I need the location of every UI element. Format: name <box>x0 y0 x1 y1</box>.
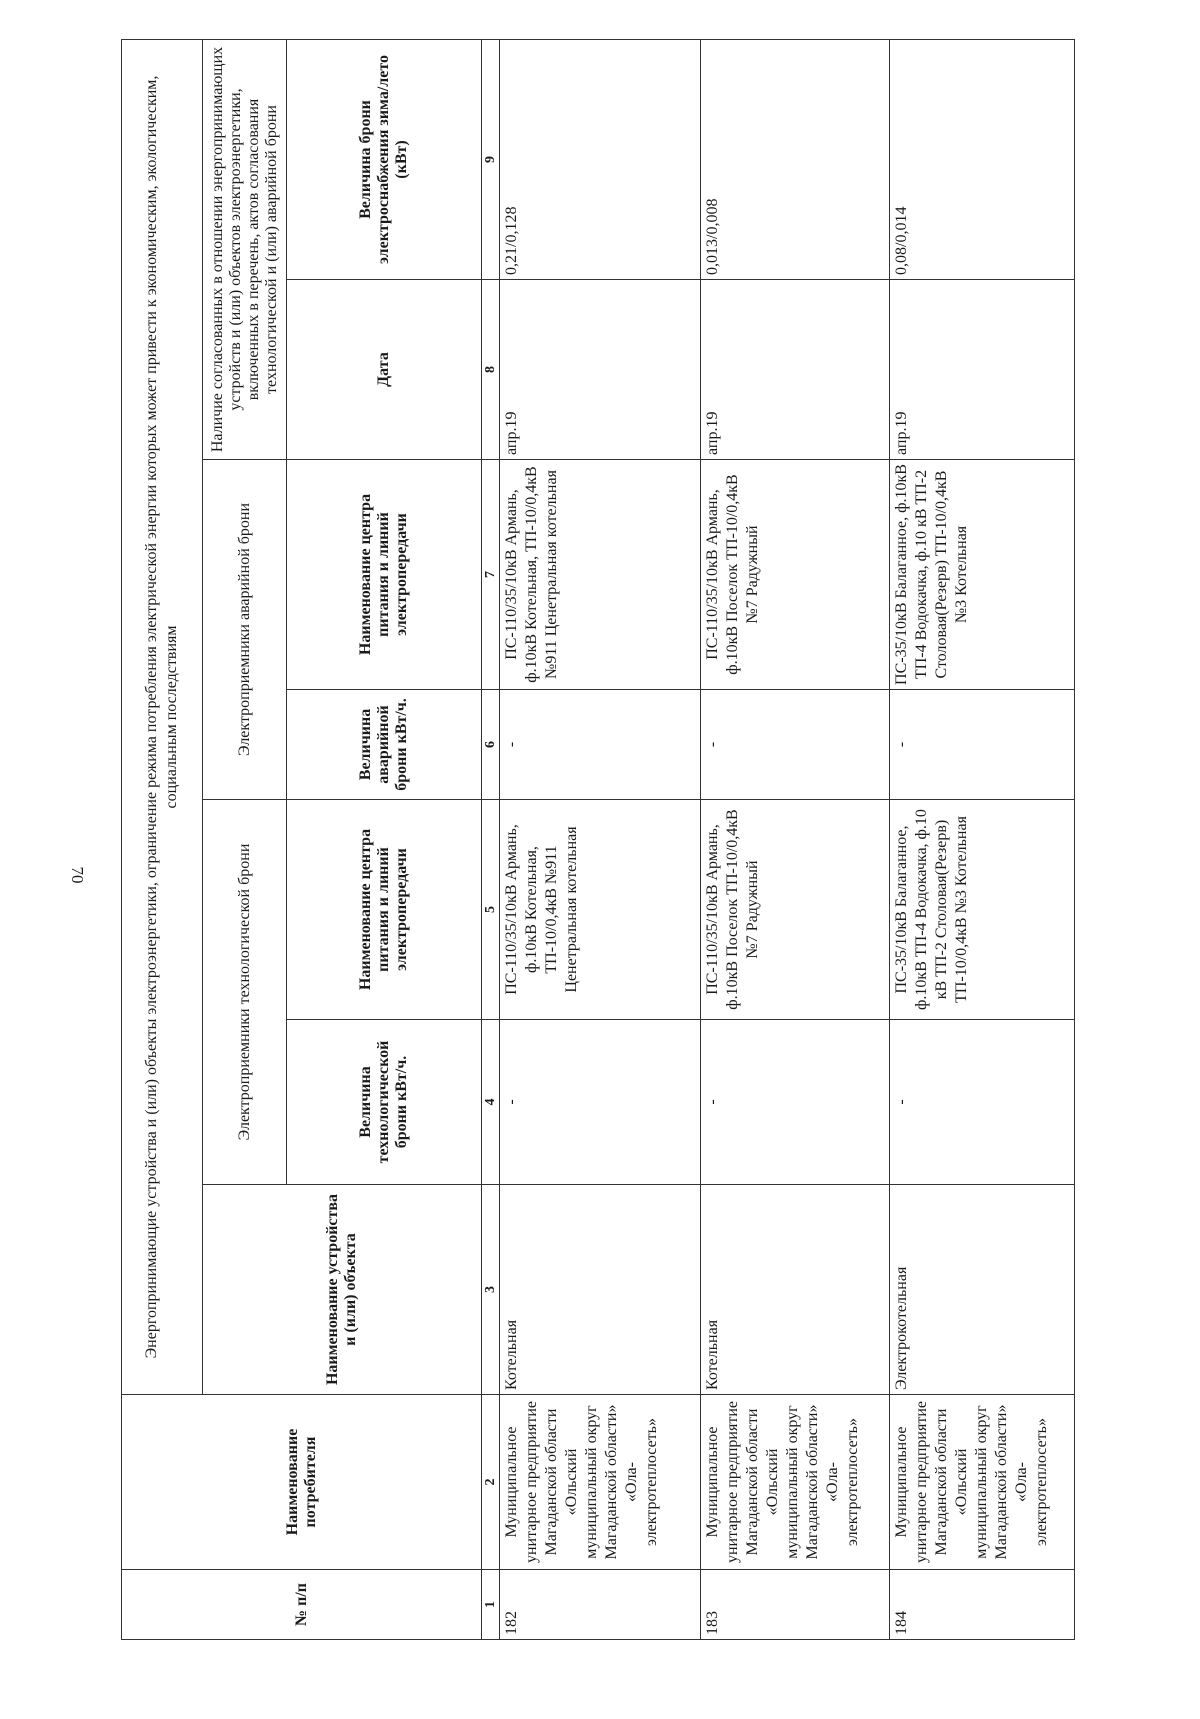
column-number: 6 <box>482 690 499 800</box>
emerg-center: ПС-35/10кВ Балаганное, ф.10кВ ТП-4 Водокачка, ф.10 кВ ТП-2 Столовая(Резерв) ТП-10/0,4кВ №3 Котельная <box>890 460 1075 690</box>
tech-center: ПС-110/35/10кВ Армань, ф.10кВ Котельная, ТП-10/0,4кВ №911 Ценетральная котельная <box>499 800 700 1020</box>
tech-center: ПС-35/10кВ Балаганное, ф.10кВ ТП-4 Водокачка, ф.10 кВ ТП-2 Столовая(Резерв) ТП-10/0,4кВ №3 Котельная <box>890 800 1075 1020</box>
header-col-reserve: Величина брони электроснабжения зима/лето (кВт) <box>286 39 481 279</box>
header-col-tech-value: Величина технологической брони кВт/ч. <box>286 1020 481 1185</box>
column-number: 1 <box>482 1570 499 1640</box>
header-group-main: Энергопринимающие устройства и (или) объекты электроэнергетики, ограничение режима потребления электрической энергии которых может привести к экономическим, экологическим, социальным последствиям <box>122 39 203 1394</box>
table-row <box>890 39 1075 1639</box>
table-row <box>700 39 890 1639</box>
emerg-center: ПС-110/35/10кВ Армань, ф.10кВ Поселок ТП-10/0,4кВ №7 Радужный <box>700 460 890 690</box>
reserve-value: 0,013/0,008 <box>700 39 890 279</box>
column-number: 9 <box>482 39 499 279</box>
header-col-object: Наименование устройства и (или) объекта <box>203 1185 482 1395</box>
emerg-value: - <box>890 690 1075 800</box>
tech-center: ПС-110/35/10кВ Армань, ф.10кВ Поселок ТП-10/0,4кВ №7 Радужный <box>700 800 890 1020</box>
row-number: 183 <box>700 1570 890 1640</box>
header-col-emerg-center: Наименование центра питания и линий электропередачи <box>286 460 481 690</box>
row-number: 184 <box>890 1570 1075 1640</box>
act-date: апр.19 <box>499 280 700 460</box>
header-col-date: Дата <box>286 280 481 460</box>
header-col-number: № п/п <box>122 1570 482 1640</box>
column-number-row <box>482 39 499 1639</box>
consumer-name: Муниципальное унитарное предприятие Магаданской области «Ольский муниципальный округ Магаданской области» «Ола-электротеплосеть» <box>499 1395 700 1570</box>
header-col-emerg-value: Величина аварийной брони кВт/ч. <box>286 690 481 800</box>
tech-value: - <box>700 1020 890 1185</box>
column-number: 5 <box>482 800 499 1020</box>
consumer-name: Муниципальное унитарное предприятие Магаданской области «Ольский муниципальный округ Магаданской области» «Ола-электротеплосеть» <box>890 1395 1075 1570</box>
column-number: 4 <box>482 1020 499 1185</box>
reserve-value: 0,08/0,014 <box>890 39 1075 279</box>
consumer-name: Муниципальное унитарное предприятие Магаданской области «Ольский муниципальный округ Магаданской области» «Ола-электротеплосеть» <box>700 1395 890 1570</box>
table-row <box>499 39 700 1639</box>
object-name: Электрокотельная <box>890 1185 1075 1395</box>
column-number: 3 <box>482 1185 499 1395</box>
object-name: Котельная <box>700 1185 890 1395</box>
row-number: 182 <box>499 1570 700 1640</box>
object-name: Котельная <box>499 1185 700 1395</box>
header-col-tech-center: Наименование центра питания и линий электропередачи <box>286 800 481 1020</box>
rotated-table-container <box>121 40 1075 1640</box>
emerg-value: - <box>700 690 890 800</box>
header-group-emergency: Электроприемники аварийной брони <box>203 460 287 800</box>
tech-value: - <box>499 1020 700 1185</box>
page-number: 70 <box>68 866 87 884</box>
emerg-center: ПС-110/35/10кВ Армань, ф.10кВ Котельная, ТП-10/0,4кВ №911 Ценетральная котельная <box>499 460 700 690</box>
emerg-value: - <box>499 690 700 800</box>
header-group-acts: Наличие согласованных в отношении энергопринимающих устройств и (или) объектов электроэнергетики, включенных в перечень, актов согласования технологической и (или) аварийной брони <box>203 39 287 459</box>
reserve-table <box>121 39 1075 1640</box>
reserve-value: 0,21/0,128 <box>499 39 700 279</box>
tech-value: - <box>890 1020 1075 1185</box>
header-group-tech: Электроприемники технологической брони <box>203 800 287 1185</box>
column-number: 7 <box>482 460 499 690</box>
column-number: 8 <box>482 280 499 460</box>
column-number: 2 <box>482 1395 499 1570</box>
header-row-1 <box>122 39 203 1639</box>
act-date: апр.19 <box>700 280 890 460</box>
header-col-consumer: Наименование потребителя <box>122 1395 482 1570</box>
act-date: апр.19 <box>890 280 1075 460</box>
